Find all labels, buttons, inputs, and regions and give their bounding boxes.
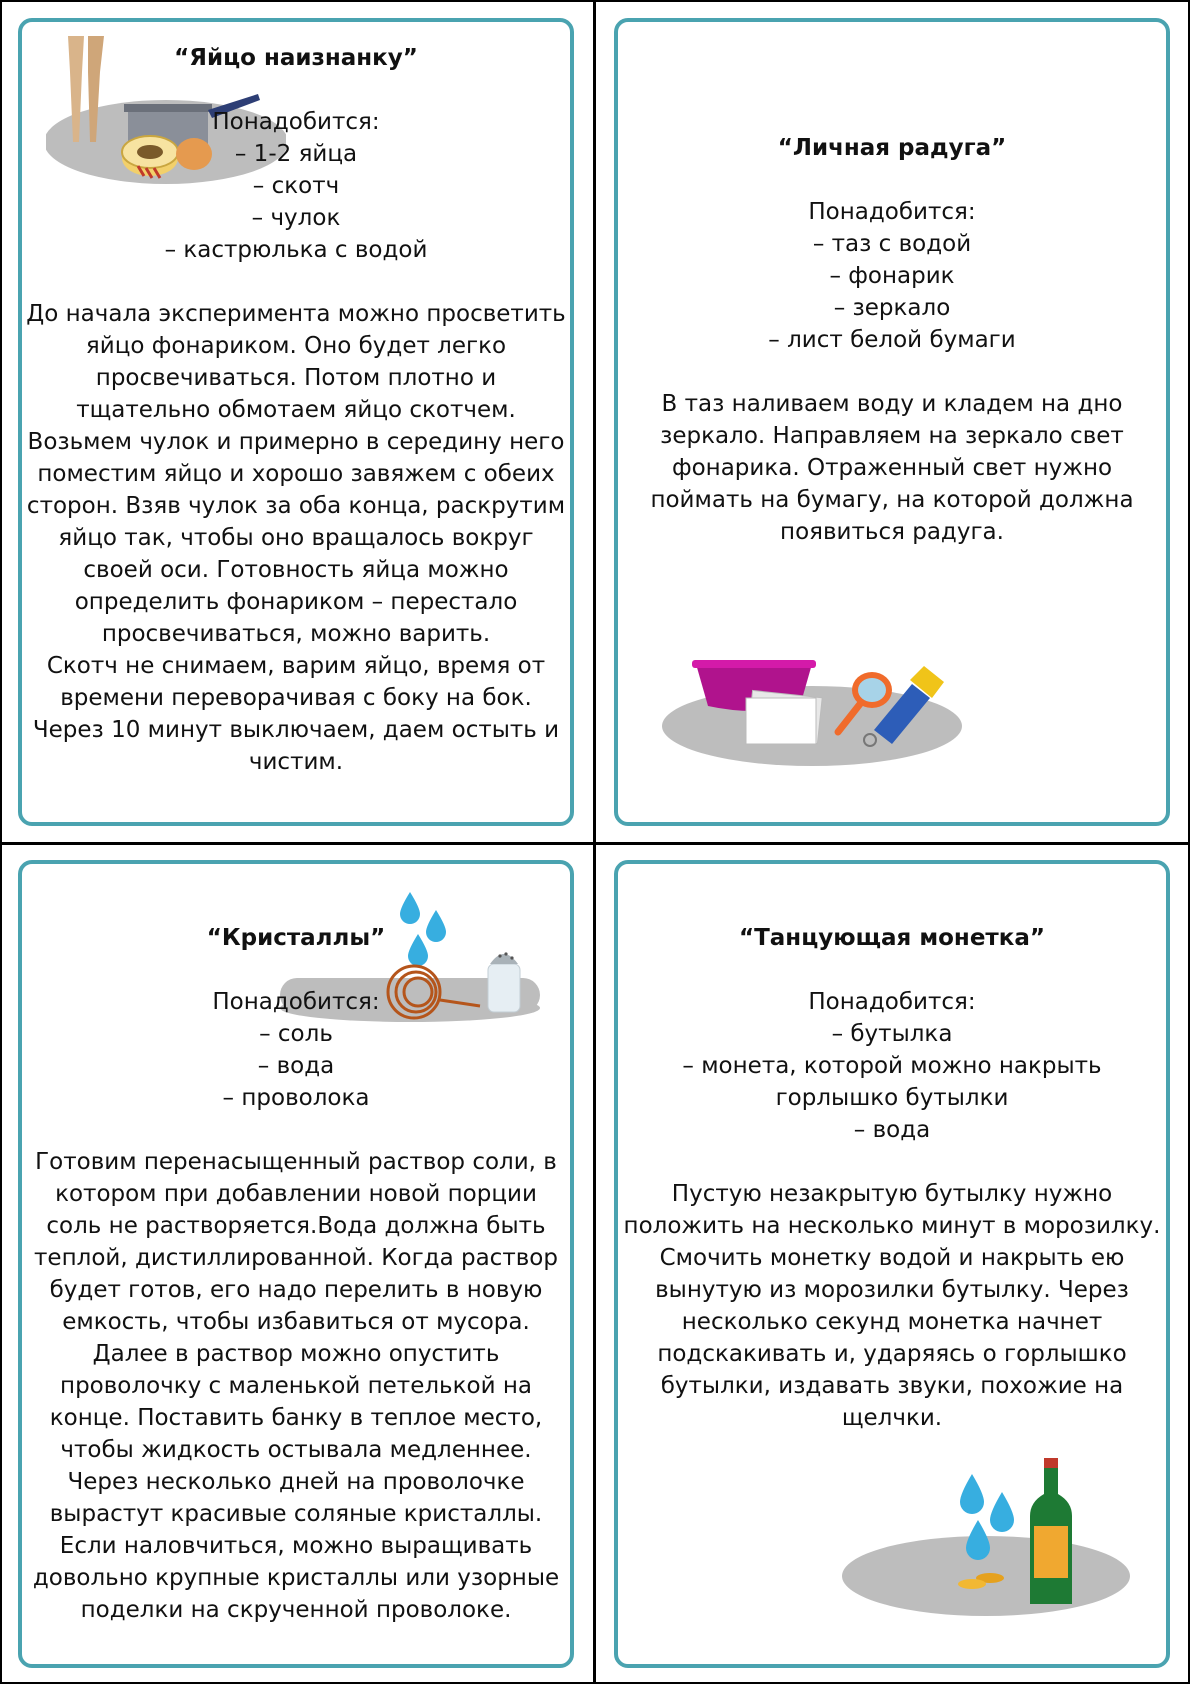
body-line: Если наловчиться, можно выращивать	[59, 1533, 533, 1559]
body-line: Пустую незакрытую бутылку нужно	[671, 1181, 1113, 1207]
supply-item: – чулок	[251, 205, 341, 231]
body-line: положить на несколько минут в морозилку.	[623, 1213, 1161, 1239]
body-line: будет готов, его надо перелить в новую	[49, 1277, 543, 1303]
supply-item: горлышко бутылки	[775, 1085, 1009, 1111]
supply-item: – соль	[259, 1021, 333, 1047]
needs-label: Понадобится:	[808, 989, 976, 1015]
divider-horizontal	[0, 842, 1190, 845]
needs-label: Понадобится:	[212, 989, 380, 1015]
body-line: До начала эксперимента можно просветить	[26, 301, 566, 327]
body-line: проволочку с маленькой петелькой на	[60, 1373, 532, 1399]
body-line: щелчки.	[841, 1405, 943, 1431]
body-line: чтобы жидкость остывала медленнее.	[60, 1437, 532, 1463]
body-line: вынутую из морозилки бутылку. Через	[655, 1277, 1129, 1303]
body-line: В таз наливаем воду и кладем на дно	[661, 391, 1123, 417]
supply-item: – зеркало	[833, 295, 951, 321]
supply-item: – лист белой бумаги	[768, 327, 1016, 353]
card-text	[22, 42, 570, 778]
supply-item: – бутылка	[831, 1021, 953, 1047]
supply-item: – вода	[853, 1117, 931, 1143]
needs-label: Понадобится:	[212, 109, 380, 135]
card-title: “Яйцо наизнанку”	[174, 45, 418, 71]
body-line: появиться радуга.	[780, 519, 1004, 545]
body-line: несколько секунд монетка начнет	[681, 1309, 1103, 1335]
body-line: тщательно обмотаем яйцо скотчем.	[76, 397, 516, 423]
card-text	[22, 922, 570, 1626]
bottle-icon	[1030, 1458, 1072, 1604]
card-egg-inside-out	[18, 18, 574, 826]
card-crystals	[18, 860, 574, 1668]
body-line: вырастут красивые соляные кристаллы.	[49, 1501, 543, 1527]
paper-icon	[746, 690, 822, 744]
body-line: Возьмем чулок и примерно в середину него	[27, 429, 565, 455]
body-line: просвечиваться, можно варить.	[101, 621, 491, 647]
body-line: своей оси. Готовность яйца можно	[83, 557, 509, 583]
supply-item: – фонарик	[829, 263, 955, 289]
supply-item: – скотч	[252, 173, 340, 199]
body-line: поймать на бумагу, на которой должна	[650, 487, 1134, 513]
body-line: соль не растворяется.Вода должна быть	[46, 1213, 546, 1239]
card-dancing-coin	[614, 860, 1170, 1668]
card-title: “Личная радуга”	[777, 135, 1007, 161]
body-line: бутылки, издавать звуки, похожие на	[660, 1373, 1124, 1399]
rainbow-supplies-illustration	[662, 654, 972, 774]
body-line: определить фонариком – перестало	[74, 589, 518, 615]
body-line: Готовим перенасыщенный раствор соли, в	[35, 1149, 557, 1175]
body-line: Смочить монетку водой и накрыть ею	[659, 1245, 1125, 1271]
coin-supplies-illustration	[840, 1454, 1140, 1624]
body-line: подскакивать и, ударяясь о горлышко	[657, 1341, 1127, 1367]
body-line: фонарика. Отраженный свет нужно	[671, 455, 1113, 481]
card-text	[618, 922, 1166, 1434]
body-line: конце. Поставить банку в теплое место,	[49, 1405, 543, 1431]
body-line: зеркало. Направляем на зеркало свет	[660, 423, 1124, 449]
supply-item: – вода	[257, 1053, 335, 1079]
body-line: теплой, дистиллированной. Когда раствор	[34, 1245, 558, 1271]
body-line: яйцо фонариком. Оно будет легко	[85, 333, 507, 359]
body-line: яйцо так, чтобы оно вращалось вокруг	[58, 525, 534, 551]
body-line: просвечиваться. Потом плотно и	[95, 365, 497, 391]
body-line: поместим яйцо и хорошо завяжем с обеих	[37, 461, 555, 487]
body-line: сторон. Взяв чулок за оба конца, раскрутим	[26, 493, 566, 519]
supply-item: – кастрюлька с водой	[164, 237, 428, 263]
supply-item: – таз с водой	[812, 231, 972, 257]
body-line: Через 10 минут выключаем, даем остыть и	[32, 717, 560, 743]
body-line: Скотч не снимаем, варим яйцо, время от	[46, 653, 546, 679]
body-line: времени переворачивая с боку на бок.	[60, 685, 532, 711]
body-line: поделки на скрученной проволоке.	[80, 1597, 512, 1623]
body-line: котором при добавлении новой порции	[55, 1181, 537, 1207]
body-line: чистим.	[248, 749, 344, 775]
card-title: “Танцующая монетка”	[738, 925, 1045, 951]
body-line: емкость, чтобы избавиться от мусора.	[62, 1309, 530, 1335]
body-line: довольно крупные кристаллы или узорные	[32, 1565, 560, 1591]
card-personal-rainbow	[614, 18, 1170, 826]
needs-label: Понадобится:	[808, 199, 976, 225]
body-line: Далее в раствор можно опустить	[92, 1341, 500, 1367]
card-text	[618, 132, 1166, 548]
supply-item: – 1-2 яйца	[234, 141, 358, 167]
body-line: Через несколько дней на проволочке	[67, 1469, 525, 1495]
card-title: “Кристаллы”	[206, 925, 386, 951]
supply-item: – проволока	[222, 1085, 370, 1111]
supply-item: – монета, которой можно накрыть	[682, 1053, 1102, 1079]
